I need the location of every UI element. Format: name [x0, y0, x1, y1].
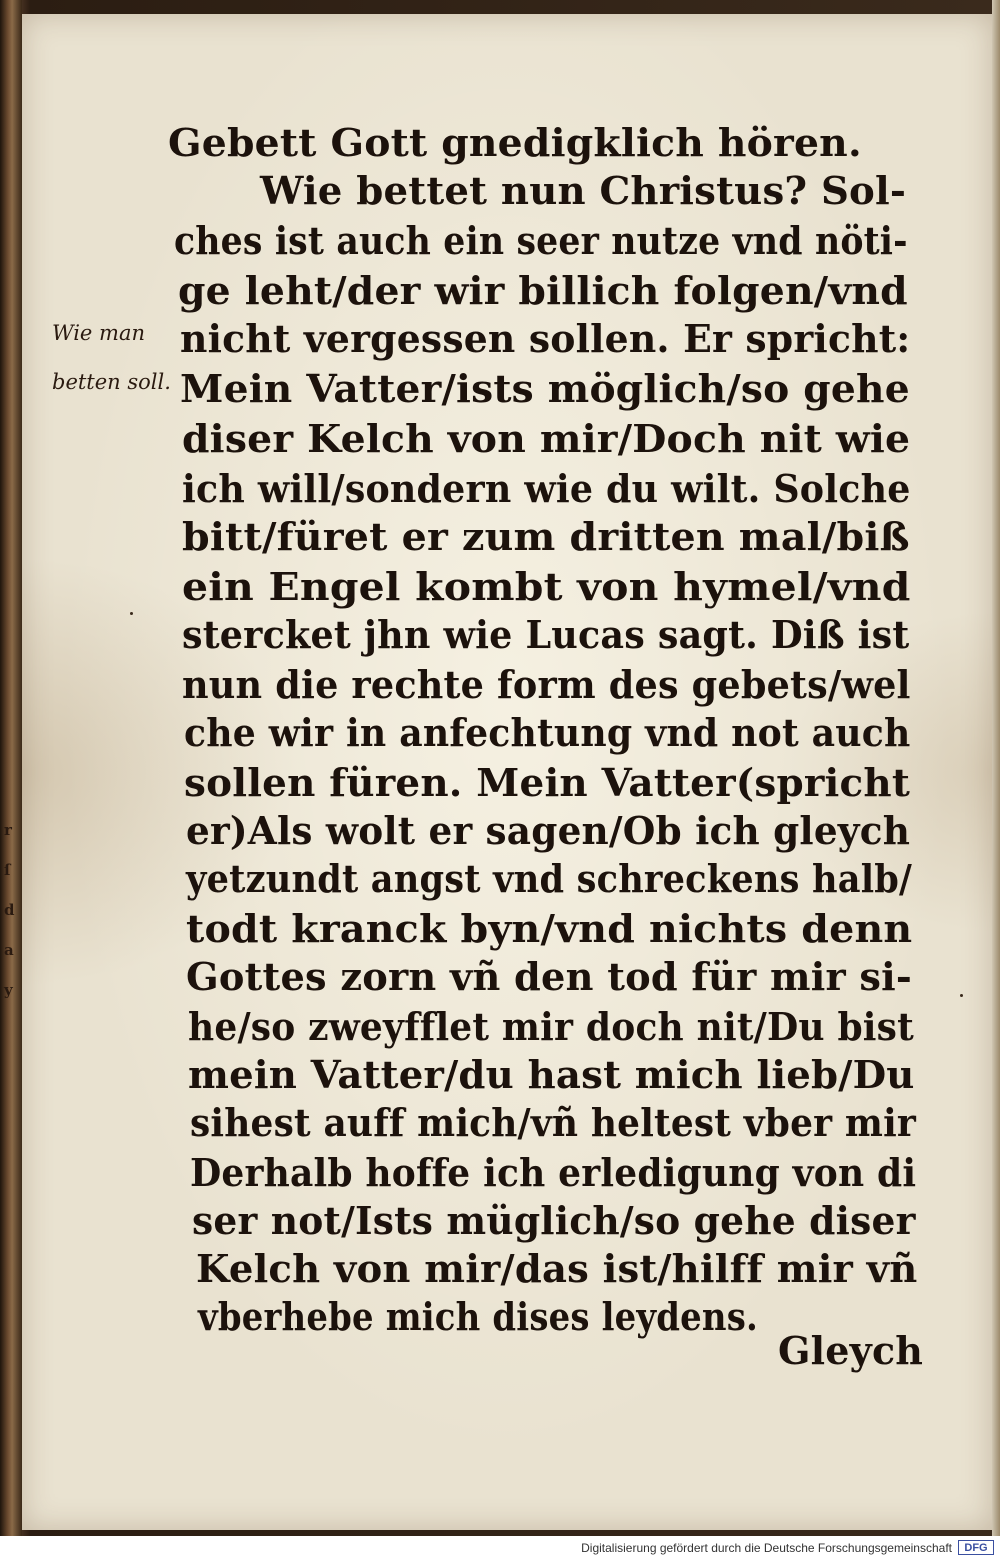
text-line: Kelch von mir/das ist/hilff mir vñ: [196, 1246, 918, 1291]
text-line: vberhebe mich dises leydens.: [198, 1294, 758, 1339]
text-line: che wir in anfechtung vnd not auch: [184, 710, 911, 755]
text-line: bitt/füret er zum dritten mal/biß: [182, 514, 910, 559]
ink-speck: [960, 994, 963, 997]
bleed-through-letters: [4, 810, 26, 1010]
page-right-edge: [992, 0, 1000, 1561]
text-line: Mein Vatter/ists möglich/so gehe: [180, 366, 910, 411]
bleed-letter: ſ: [4, 861, 11, 879]
text-line: nun die rechte form des gebets/wel: [182, 662, 911, 707]
text-line: Gottes zorn vñ den tod für mir si-: [186, 954, 913, 999]
footer-bar: [0, 1536, 1000, 1561]
text-line: Gebett Gott gnedigklich hören.: [168, 120, 862, 165]
dfg-logo: DFG: [958, 1540, 994, 1555]
text-line: diser Kelch von mir/Doch nit wie: [182, 416, 911, 461]
funding-credit: Digitalisierung gefördert durch die Deutsche Forschungsgemeinschaft: [581, 1541, 952, 1555]
bleed-letter: d: [4, 901, 15, 919]
text-line: ein Engel kombt von hymel/vnd: [182, 564, 911, 609]
text-line: er)Als wolt er sagen/Ob ich gleych: [186, 808, 911, 853]
text-line: ches ist auch ein seer nutze vnd nöti-: [174, 218, 908, 263]
text-line: he/so zweyfflet mir doch nit/Du bist: [188, 1004, 914, 1049]
text-line: todt kranck byn/vnd nichts denn: [186, 906, 913, 951]
text-line: ser not/Ists müglich/so gehe diser: [192, 1198, 916, 1243]
text-line: stercket jhn wie Lucas sagt. Diß ist: [182, 612, 910, 657]
bleed-letter: y: [4, 981, 13, 999]
ink-speck: [130, 612, 133, 615]
bleed-letter: a: [4, 941, 14, 959]
book-page: [22, 14, 992, 1530]
catchword: Gleych: [778, 1328, 924, 1373]
marginal-note: betten soll.: [52, 370, 171, 394]
text-line: sihest auff mich/vñ heltest vber mir: [190, 1100, 917, 1145]
text-line: yetzundt angst vnd schreckens halb/: [186, 856, 913, 901]
marginal-note: Wie man: [52, 321, 145, 345]
bleed-letter: r: [4, 821, 12, 839]
text-line: nicht vergessen sollen. Er spricht:: [180, 316, 911, 361]
text-line: Wie bettet nun Christus? Sol-: [260, 168, 907, 213]
text-line: sollen füren. Mein Vatter(spricht: [184, 760, 911, 805]
text-line: mein Vatter/du hast mich lieb/Du: [188, 1052, 915, 1097]
text-line: ge leht/der wir billich folgen/vnd: [178, 268, 908, 313]
text-line: Derhalb hoffe ich erledigung von di: [190, 1150, 917, 1195]
text-line: ich will/sondern wie du wilt. Solche: [182, 466, 911, 511]
book-spine-edge: [0, 0, 22, 1561]
